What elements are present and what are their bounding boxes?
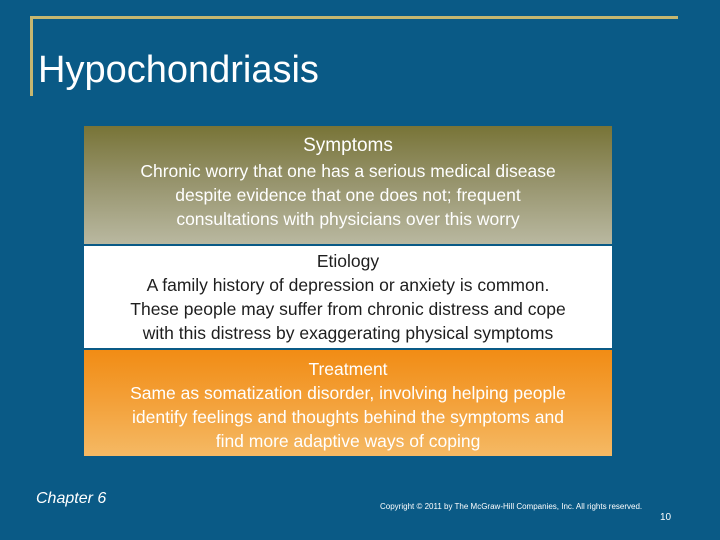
- symptoms-panel: [84, 126, 612, 244]
- frame-top-rule: [30, 16, 678, 19]
- frame-left-rule: [30, 16, 33, 96]
- footer-chapter: Chapter 6: [36, 490, 107, 507]
- symptoms-heading: Symptoms: [303, 135, 393, 156]
- etiology-heading: Etiology: [316, 251, 380, 271]
- symptoms-line: consultations with physicians over this worry: [176, 209, 520, 229]
- symptoms-line: despite evidence that one does not; frequent: [175, 185, 521, 205]
- footer-copyright: Copyright © 2011 by The McGraw-Hill Companies, Inc. All rights reserved.: [380, 502, 643, 511]
- slide-title: Hypochondriasis: [38, 49, 319, 91]
- treatment-panel: [84, 350, 612, 456]
- etiology-line: with this distress by exaggerating physical symptoms: [142, 323, 554, 343]
- etiology-line: A family history of depression or anxiety is common.: [146, 275, 550, 295]
- etiology-line: These people may suffer from chronic distress and cope: [130, 299, 566, 319]
- page-number: 10: [660, 512, 672, 523]
- treatment-line: find more adaptive ways of coping: [215, 431, 481, 451]
- treatment-line: identify feelings and thoughts behind the symptoms and: [132, 407, 564, 427]
- treatment-line: Same as somatization disorder, involving helping people: [130, 383, 566, 403]
- treatment-heading: Treatment: [308, 359, 388, 379]
- symptoms-line: Chronic worry that one has a serious medical disease: [140, 161, 556, 181]
- etiology-panel: [84, 246, 612, 348]
